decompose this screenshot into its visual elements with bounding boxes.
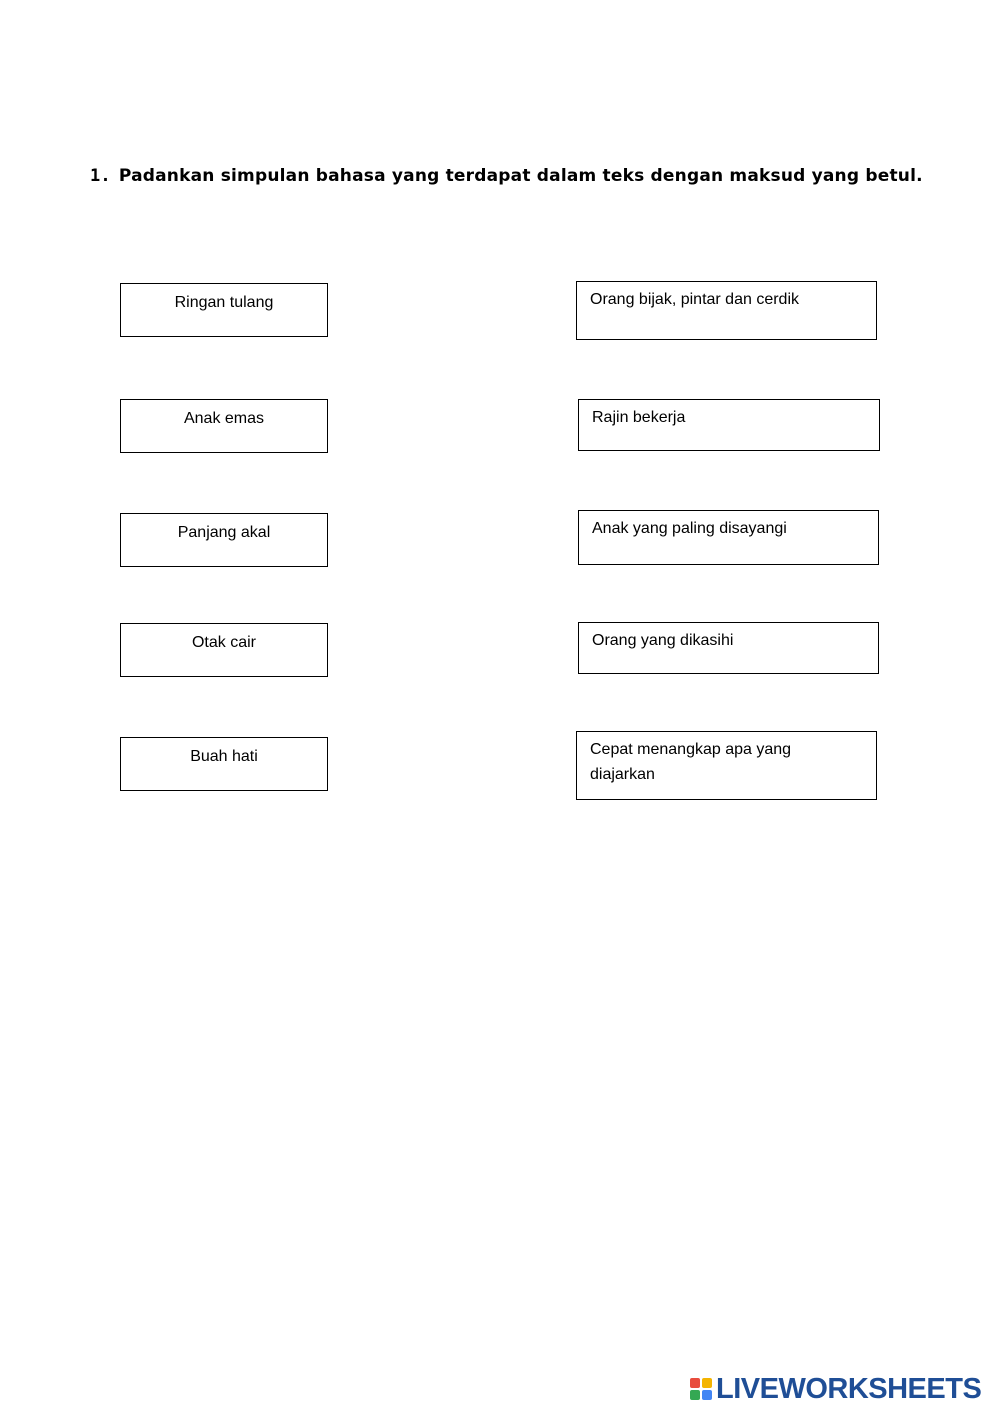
meaning-box[interactable] xyxy=(576,281,877,340)
idiom-box[interactable] xyxy=(120,737,328,791)
logo-square xyxy=(690,1390,700,1400)
meaning-box[interactable] xyxy=(578,622,879,674)
question-text: Padankan simpulan bahasa yang terdapat dalam teks dengan maksud yang betul. xyxy=(118,166,923,186)
logo-square xyxy=(702,1390,712,1400)
question-number: 1. xyxy=(90,166,111,186)
idiom-box[interactable] xyxy=(120,399,328,453)
idiom-label: Ringan tulang xyxy=(174,294,274,311)
meaning-box[interactable] xyxy=(576,731,877,800)
logo-icon xyxy=(690,1378,712,1400)
meaning-label: Anak yang paling disayangi xyxy=(592,520,787,537)
idiom-label: Panjang akal xyxy=(177,524,271,541)
idiom-label: Buah hati xyxy=(190,748,258,765)
meaning-label: Orang yang dikasihi xyxy=(592,632,734,649)
meaning-box[interactable] xyxy=(578,399,880,451)
idiom-box[interactable] xyxy=(120,513,328,567)
liveworksheets-logo xyxy=(690,1373,981,1405)
meaning-label: Cepat menangkap apa yang diajarkan xyxy=(590,741,792,783)
question-heading xyxy=(90,166,923,186)
meaning-label: Orang bijak, pintar dan cerdik xyxy=(590,291,799,308)
logo-square xyxy=(690,1378,700,1388)
logo-square xyxy=(702,1378,712,1388)
idiom-label: Otak cair xyxy=(191,634,256,651)
idiom-label: Anak emas xyxy=(183,410,265,427)
logo-text: LIVEWORKSHEETS xyxy=(716,1373,982,1405)
meaning-box[interactable] xyxy=(578,510,879,565)
idiom-box[interactable] xyxy=(120,623,328,677)
idiom-box[interactable] xyxy=(120,283,328,337)
meaning-label: Rajin bekerja xyxy=(592,409,686,426)
